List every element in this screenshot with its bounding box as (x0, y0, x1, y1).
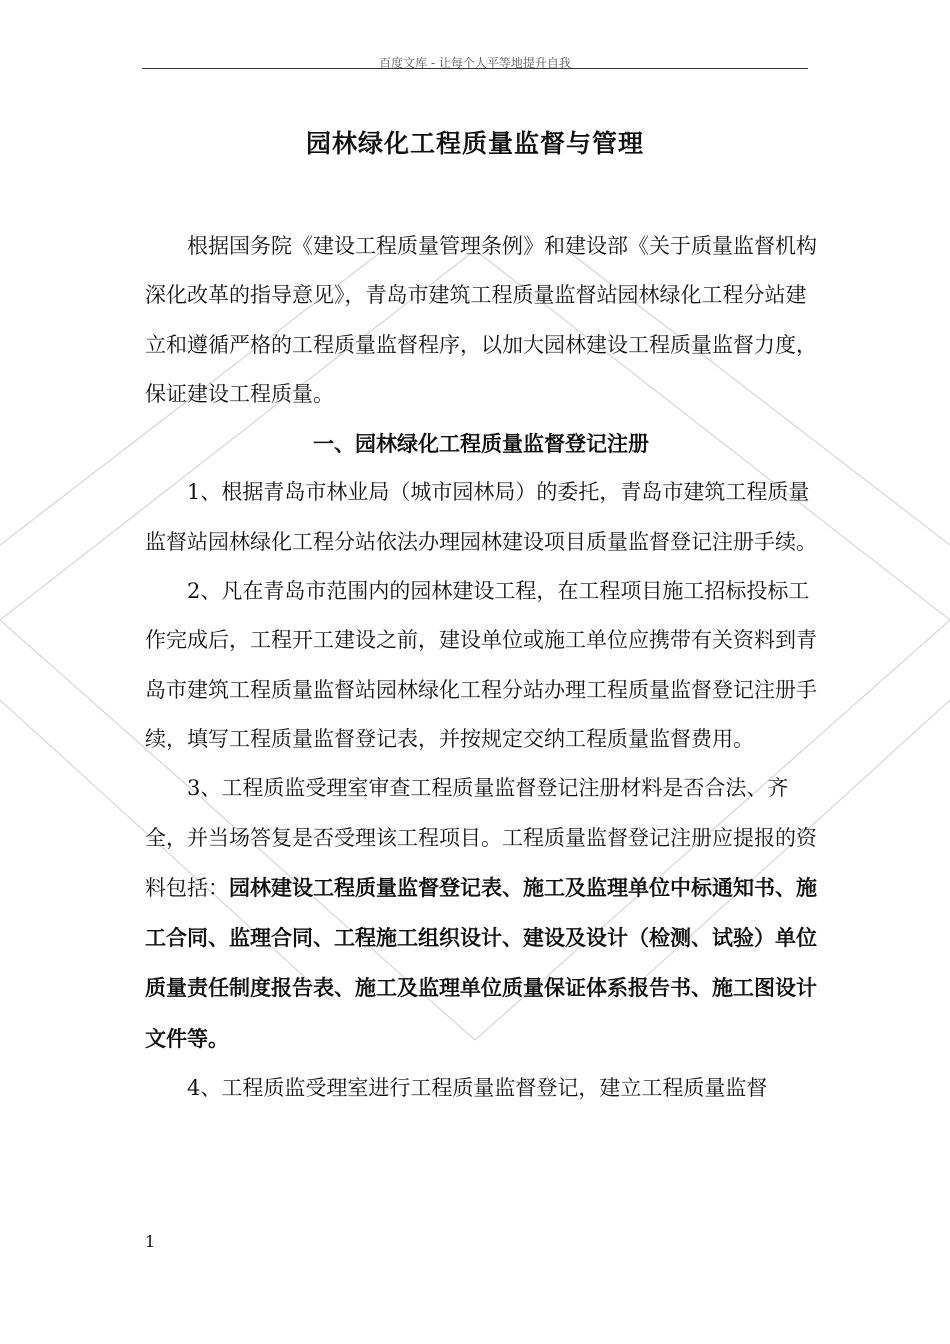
list-item: 2、凡在青岛市范围内的园林建设工程，在工程项目施工招标投标工作完成后，工程开工建设之前，建设单位或施工单位应携带有关资料到青岛市建筑工程质量监督站园林绿化工程分站办理工程质量监督登记注册手续，填写工程质量监督登记表，并按规定交纳工程质量监督费用。 (145, 579, 817, 751)
header-rule (142, 68, 808, 69)
item3-text: 3、工程质监受理室审查工程质量监督登记注册材料是否合法、齐全，并当场答复是否受理该工程项目。工程质量监督登记注册应提报的资料包括： (145, 776, 817, 900)
section-heading: 一、园林绿化工程质量监督登记注册 (313, 431, 649, 457)
page-header: 百度文库 - 让每个人平等地提升自我 (379, 56, 571, 70)
list-item: 1、根据青岛市林业局（城市园林局）的委托，青岛市建筑工程质量监督站园林绿化工程分站依法办理园林建设项目质量监督登记注册手续。 (145, 480, 817, 554)
document-body (145, 222, 817, 1113)
list-item: 4、工程质监受理室进行工程质量监督登记，建立工程质量监督 (187, 1076, 768, 1101)
item3-required-materials: 园林建设工程质量监督登记表、施工及监理单位中标通知书、施工合同、监理合同、工程施工组织设计、建设及设计（检测、试验）单位质量责任制度报告表、施工及监理单位质量保证体系报告书、施工图设计文件等。 (145, 874, 817, 1051)
list-item (145, 764, 817, 1064)
page-number: 1 (145, 1232, 156, 1251)
document-title: 园林绿化工程质量监督与管理 (305, 129, 644, 158)
intro-paragraph: 根据国务院《建设工程质量管理条例》和建设部《关于质量监督机构深化改革的指导意见》，青岛市建筑工程质量监督站园林绿化工程分站建立和遵循严格的工程质量监督程序，以加大园林建设工程质量监督力度，保证建设工程质量。 (145, 234, 817, 406)
